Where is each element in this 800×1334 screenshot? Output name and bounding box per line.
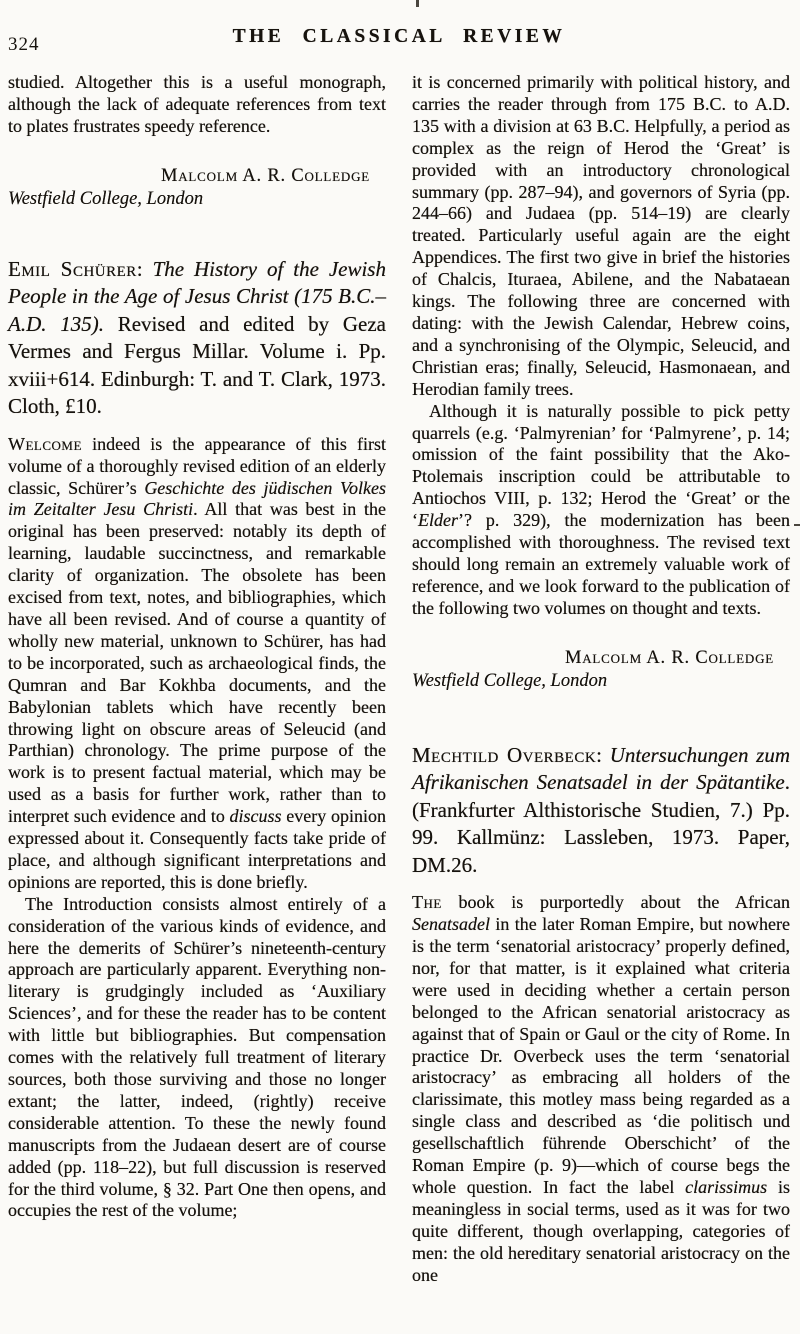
two-column-layout <box>8 72 790 1286</box>
review1-affiliation: Westfield College, London <box>8 188 204 209</box>
review3-heading: Mechtild Overbeck: Untersuchungen zum Afrikanischen Senatsadel in der Spätantike. (Frankfurter Althistorische Studien, 7.) Pp. 99. Kallmünz: Lassleben, 1973. Paper, DM.26. <box>412 742 790 877</box>
page-number: 324 <box>8 34 40 55</box>
review2-paragraph-1: Welcome indeed is the appearance of this first volume of a thoroughly revised edition of an elderly classic, Schürer’s Geschichte des jüdischen Volkes im Zeitalter Jesu Christi. All that was best in the original has been preserved: notably its depth of learning, laudable succinctness, and remarkable clarity of organization. The obsolete has been excised from text, notes, and bibliographies, which have all been revised. And of course a quantity of wholly new material, unknown to Schürer, has had to be incorporated, such as archaeological finds, the Qumran and Bar Kokhba documents, and the Babylonian tablets which have recently been throwing light on obscure areas of Seleucid (and Parthian) chronology. The prime purpose of the work is to present factual material, which may be used as a basis for further work, rather than to interpret such evidence and to discuss every opinion expressed about it. Consequently facts take pride of place, and although significant interpretations and opinions are reported, this is done briefly. <box>8 433 386 892</box>
review2-paragraph-2: The Introduction consists almost entirely of a consideration of the various kinds of evidence, and here the demerits of Schürer’s nineteenth-century approach are particularly apparent. Everything non-literary is grudgingly included as ‘Auxiliary Sciences’, and for these the reader has to be content with little but bibliographies. But compensation comes with the relatively full treatment of literary sources, both those surviving and those no longer extant; the latter, indeed, (rightly) receive considerable attention. To these the newly found manuscripts from the Judaean desert are of course added (pp. 118–22), but full discussion is reserved for the third volume, § 32. Part One then opens, and occupies the rest of the volume; <box>8 893 386 1221</box>
review2-paragraph-3: it is concerned primarily with political history, and carries the reader through from 175 B.C. to A.D. 135 with a division at 63 B.C. Helpfully, a period as complex as the reign of Herod the ‘Great’ is provided with an introductory chronological summary (pp. 287–94), and governors of Syria (pp. 244–66) and Judaea (pp. 514–19) are clearly treated. Particularly useful again are the eight Appendices. The first two give in brief the histories of Chalcis, Ituraea, Abilene, and the Nabataean kings. The following three are concerned with dating: with the Jewish Calendar, Hebrew coins, and a synchronising of the Olympic, Seleucid, and Christian eras; finally, Seleucid, Hasmonaean, and Herodian family trees. <box>412 72 790 399</box>
scan-artifact <box>416 0 419 7</box>
review3-paragraph-1: The book is purportedly about the African Senatsadel in the later Roman Empire, but nowhere is the term ‘senatorial aristocracy’ properly defined, nor, for that matter, is it explained what criteria were used in deciding whether a certain person belonged to the African senatorial aristocracy as against that of Spain or Gaul or the city of Rome. In practice Dr. Overbeck uses the term ‘senatorial aristocracy’ as embracing all holders of the clarissimate, this motley mass being regarded as a single class and described as ‘die politisch und gesellschaftlich führende Oberschicht’ of the Roman Empire (p. 9)—which of course begs the whole question. In fact the label clarissimus is meaningless in social terms, used as it was for two quite different, though overlapping, categories of men: the old hereditary senatorial aristocracy on the one <box>412 892 790 1285</box>
review2-heading: Emil Schürer: The History of the Jewish People in the Age of Jesus Christ (175 B.C.–A.D. 135). Revised and edited by Geza Vermes and Fergus Millar. Volume i. Pp. xviii+614. Edinburgh: T. and T. Clark, 1973. Cloth, £10. <box>8 256 387 419</box>
review2-affiliation: Westfield College, London <box>412 670 608 691</box>
right-column <box>412 72 790 1286</box>
left-column <box>8 72 386 1286</box>
review2-paragraph-4: Although it is naturally possible to pick petty quarrels (e.g. ‘Palmyrenian’ for ‘Palmyrene’, p. 14; omission of the faint possibility that the Ako-Ptolemais inscription could be attributable to Antiochos VIII, p. 132; Herod the ‘Great’ or the ‘Elder’? p. 329), the modernization has been accomplished with thoroughness. The revised text should long remain an extremely valuable work of reference, and we look forward to the publication of the following two volumes on thought and texts. <box>412 400 790 618</box>
review1-signature: Malcolm A. R. Colledge <box>160 165 370 186</box>
review1-ending-paragraph: studied. Altogether this is a useful monograph, although the lack of adequate references from text to plates frustrates speedy reference. <box>8 72 386 136</box>
page-header <box>8 26 790 60</box>
scan-artifact <box>794 524 800 526</box>
review2-signature: Malcolm A. R. Colledge <box>564 647 774 668</box>
journal-title: THE CLASSICAL REVIEW <box>232 26 566 47</box>
